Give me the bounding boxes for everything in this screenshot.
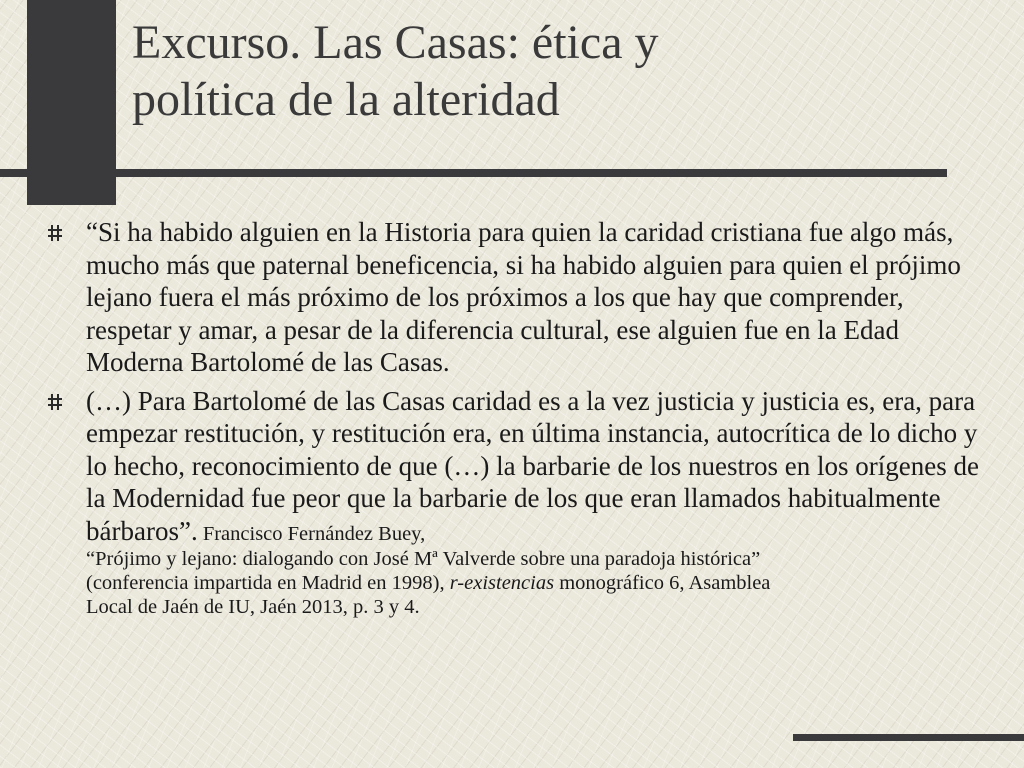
slide-title-line-1: Excurso. Las Casas: ética y — [132, 16, 659, 69]
citation — [86, 523, 992, 620]
bullet-item — [42, 385, 992, 620]
citation-conference: (conferencia impartida en Madrid en 1998), — [86, 572, 450, 594]
citation-publication-line — [86, 571, 992, 595]
quote-paragraph-2: (…) Para Bartolomé de las Casas caridad es a la vez justicia y justicia es, era, para empezar restitución, y restitución era, en última instancia, autocrítica de lo dicho y lo hecho, reconocimiento de que (…) la barbarie de los nuestros en los orígenes de la Modernidad fue peor que la barbarie de los que eran llamados habitualmente bárbaros”. — [86, 385, 979, 546]
quote-paragraph-1: “Si ha habido alguien en la Historia para quien la caridad cristiana fue algo más, mucho más que paternal beneficencia, si ha habido alguien para quien el prójimo lejano fuera el más próximo de los próximos a los que hay que comprender, respetar y amar, a pesar de la diferencia cultural, ese alguien fue en la Edad Moderna Bartolomé de las Casas. — [86, 217, 961, 377]
hash-bullet-icon — [48, 394, 62, 410]
citation-publication-title: r-existencias — [449, 572, 555, 594]
citation-author: Francisco Fernández Buey, — [197, 522, 426, 545]
bullet-item — [42, 216, 992, 379]
citation-publication-rest: monográfico 6, Asamblea — [554, 572, 771, 594]
citation-work: “Prójimo y lejano: dialogando con José Mª Valverde sobre una paradoja histórica” — [86, 548, 761, 570]
slide-title — [132, 14, 992, 128]
hash-bullet-icon — [48, 225, 62, 241]
slide-body — [42, 216, 992, 625]
citation-publisher: Local de Jaén de IU, Jaén 2013, p. 3 y 4. — [86, 596, 420, 618]
title-underline-bar — [0, 169, 947, 177]
footer-accent-bar — [793, 734, 1024, 741]
slide-title-line-2: política de la alteridad — [132, 73, 560, 126]
